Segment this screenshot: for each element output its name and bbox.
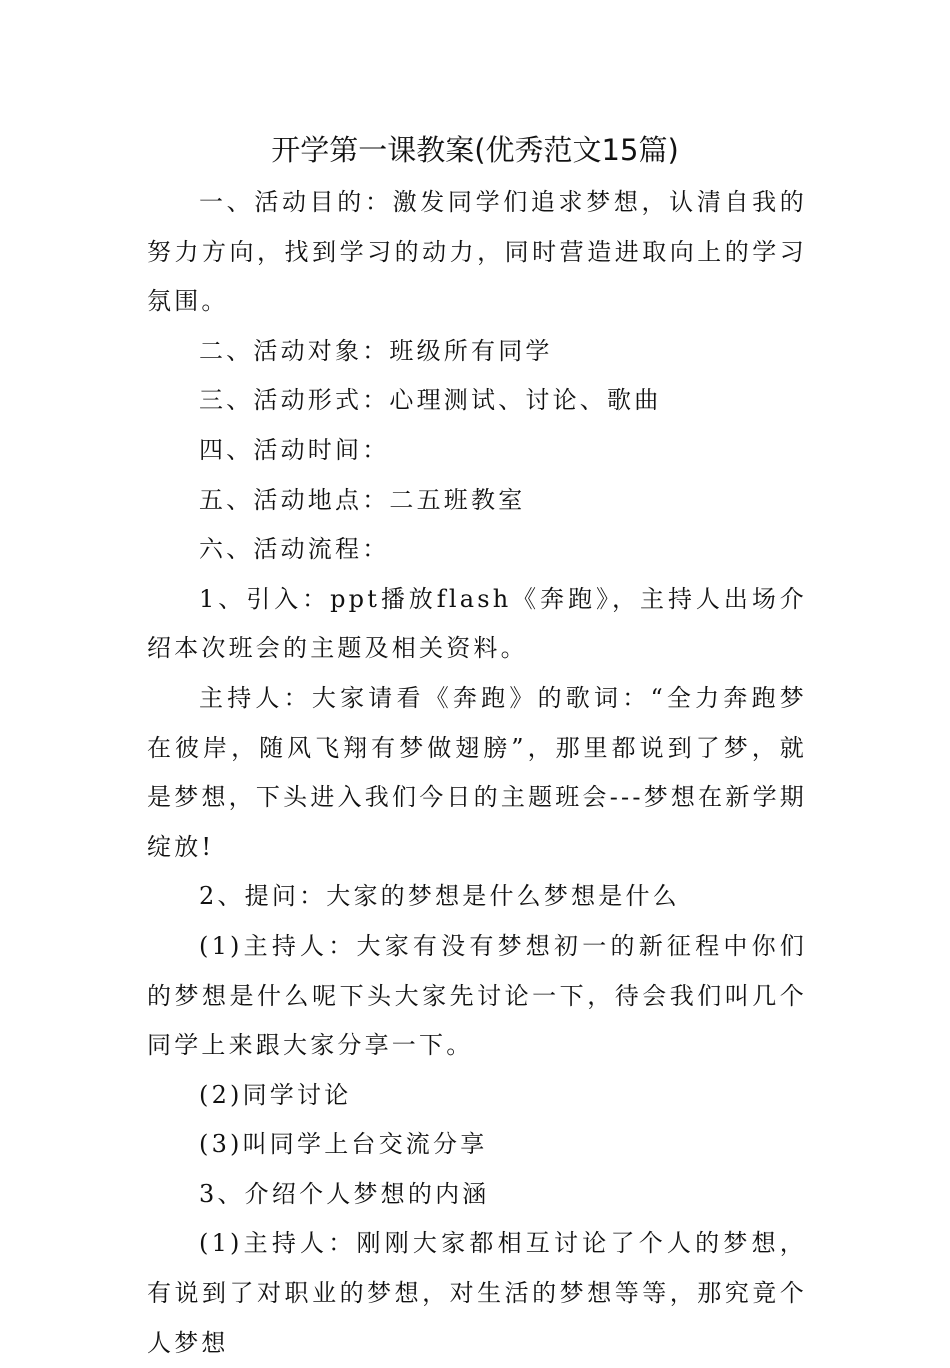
paragraph-activity-form: 三、活动形式：心理测试、讨论、歌曲 xyxy=(199,386,662,415)
paragraph-substep-discuss: (2)同学讨论 xyxy=(199,1080,352,1109)
document-title: 开学第一课教案(优秀范文15篇) xyxy=(271,133,679,167)
paragraph-substep-host-ask: (1)主持人：大家有没有梦想初一的新征程中你们的梦想是什么呢下头大家先讨论一下，待会我们叫几个同学上来跟大家分享一下。 xyxy=(147,931,807,1060)
paragraph-activity-target: 二、活动对象：班级所有同学 xyxy=(199,336,553,365)
paragraph-activity-location: 五、活动地点：二五班教室 xyxy=(199,485,526,514)
paragraph-substep-host-summary: (1)主持人：刚刚大家都相互讨论了个人的梦想，有说到了对职业的梦想，对生活的梦想等等，那究竟个人梦想 xyxy=(147,1229,807,1357)
paragraph-step-intro: 1、引入：ppt播放flash《奔跑》，主持人出场介绍本次班会的主题及相关资料。 xyxy=(147,584,807,663)
paragraph-substep-share: (3)叫同学上台交流分享 xyxy=(199,1130,488,1159)
paragraph-step-question: 2、提问：大家的梦想是什么梦想是什么 xyxy=(199,882,680,911)
document-body xyxy=(147,178,807,1368)
paragraph-activity-time: 四、活动时间： xyxy=(199,435,390,464)
paragraph-host-lyrics: 主持人：大家请看《奔跑》的歌词：“全力奔跑梦在彼岸，随风飞翔有梦做翅膀”，那里都说到了梦，就是梦想，下头进入我们今日的主题班会---梦想在新学期绽放! xyxy=(147,683,807,861)
paragraph-step-dream-meaning: 3、介绍个人梦想的内涵 xyxy=(199,1179,490,1208)
paragraph-activity-purpose: 一、活动目的：激发同学们追求梦想，认清自我的努力方向，找到学习的动力，同时营造进取向上的学习氛围。 xyxy=(147,188,807,316)
paragraph-activity-process: 六、活动流程： xyxy=(199,535,390,564)
